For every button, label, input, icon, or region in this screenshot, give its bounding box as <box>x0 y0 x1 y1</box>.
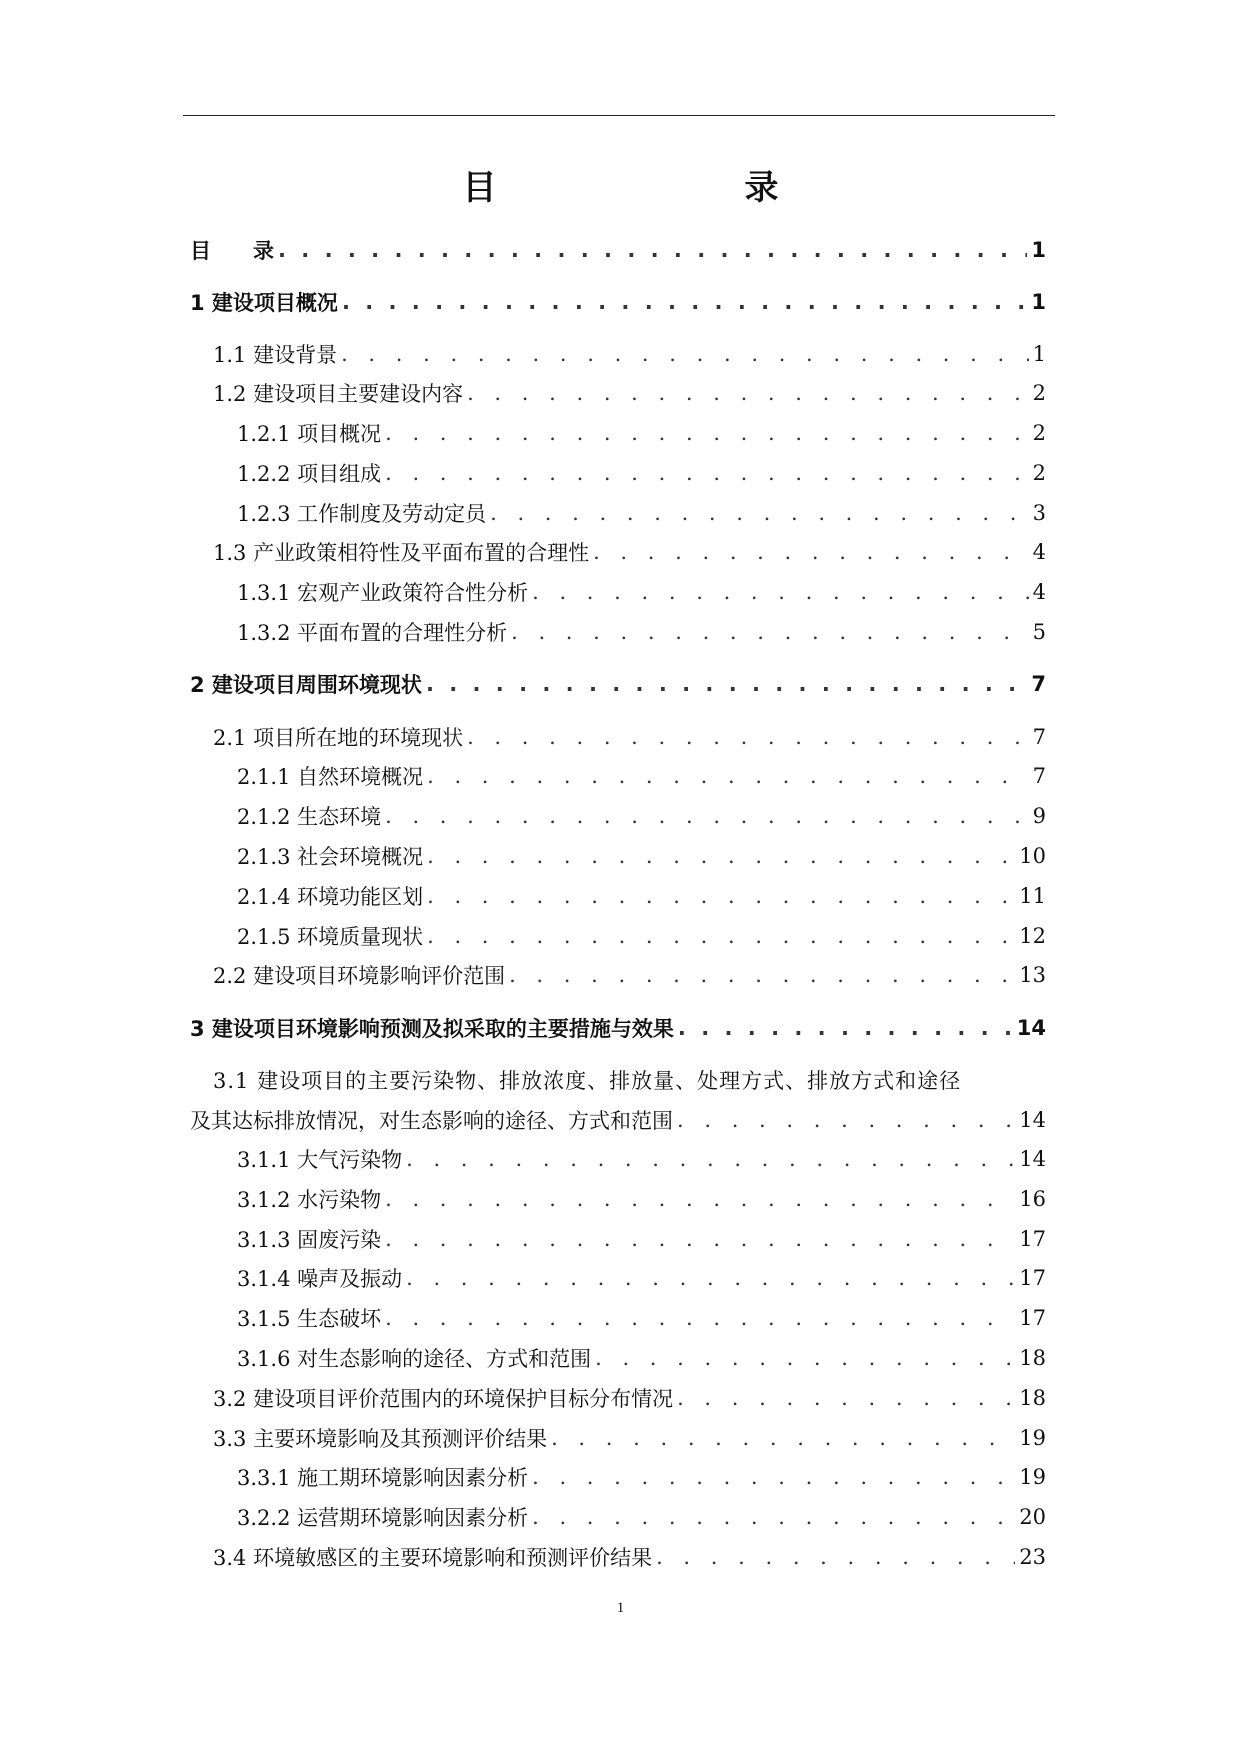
toc-entry-page: 19 <box>1019 1465 1046 1489</box>
toc-leader-dots <box>677 1386 1015 1410</box>
toc-entry-page: 1 <box>1031 238 1046 262</box>
toc-entry-wrapped[interactable] <box>213 1063 1046 1097</box>
toc-entry[interactable] <box>237 919 1046 953</box>
toc-entry[interactable] <box>213 337 1046 371</box>
toc-entry-page: 5 <box>1032 620 1046 644</box>
toc-entry-page: 19 <box>1019 1426 1046 1450</box>
toc-entry[interactable] <box>213 1381 1046 1415</box>
toc-entry-label: 1.2.1 项目概况 <box>237 422 382 446</box>
toc-entry-page: 1 <box>1031 290 1046 314</box>
toc-entry-label: 3.2.2 运营期环境影响因素分析 <box>237 1506 529 1530</box>
toc-entry-label: 3.1.3 固废污染 <box>237 1228 382 1252</box>
toc-entry-label: 2 建设项目周围环境现状 <box>190 673 422 697</box>
toc-entry[interactable] <box>237 575 1046 609</box>
toc-entry-page: 12 <box>1019 924 1046 948</box>
toc-entry-page: 7 <box>1032 764 1046 788</box>
page-number: 1 <box>616 1600 625 1616</box>
toc-entry-page: 4 <box>1032 540 1046 564</box>
toc-entry-page: 9 <box>1032 804 1046 828</box>
toc-entry-label: 2.1 项目所在地的环境现状 <box>213 726 464 750</box>
toc-entry-label: 3.1.5 生态破坏 <box>237 1307 382 1331</box>
toc-entry-label: 3.3 主要环境影响及其预测评价结果 <box>213 1427 548 1451</box>
toc-entry-label: 1.3 产业政策相符性及平面布置的合理性 <box>213 541 590 565</box>
toc-entry-label: 3.1.4 噪声及振动 <box>237 1267 403 1291</box>
toc-leader-dots <box>385 461 1029 485</box>
toc-entry-label: 2.1.4 环境功能区划 <box>237 885 424 909</box>
toc-entry-page: 13 <box>1019 963 1046 987</box>
toc-entry[interactable] <box>237 1261 1046 1295</box>
toc-entry-label: 2.1.2 生态环境 <box>237 805 382 829</box>
toc-leader-dots <box>426 672 1027 696</box>
toc-entry-page: 17 <box>1019 1306 1046 1330</box>
toc-entry-label: 2.1.1 自然环境概况 <box>237 765 424 789</box>
toc-entry-page: 2 <box>1032 421 1046 445</box>
toc-entry-page: 7 <box>1032 725 1046 749</box>
toc-leader-dots <box>532 580 1029 604</box>
toc-entry-label: 3.2 建设项目评价范围内的环境保护目标分布情况 <box>213 1387 674 1411</box>
toc-entry-page: 18 <box>1019 1346 1046 1370</box>
toc-entry-page: 16 <box>1019 1187 1046 1211</box>
toc-leader-dots <box>509 963 1015 987</box>
toc-entry-label: 1.2.3 工作制度及劳动定员 <box>237 502 487 526</box>
toc-entry[interactable] <box>237 839 1046 873</box>
toc-entry-page: 2 <box>1032 461 1046 485</box>
toc-leader-dots <box>341 342 1029 366</box>
toc-leader-dots <box>532 1505 1015 1529</box>
toc-entry-label: 3.1 建设项目的主要污染物、排放浓度、排放量、处理方式、排放方式和途径 <box>213 1069 962 1093</box>
toc-leader-dots <box>467 725 1029 749</box>
toc-entry-page: 3 <box>1032 501 1046 525</box>
toc-entry[interactable] <box>213 376 1046 410</box>
toc-leader-dots <box>278 238 1027 262</box>
toc-leader-dots <box>656 1545 1015 1569</box>
toc-entry-label: 目 录 <box>190 239 274 263</box>
toc-entry-page: 2 <box>1032 381 1046 405</box>
toc-entry-label: 1 建设项目概况 <box>190 291 338 315</box>
toc-leader-dots <box>677 1108 1015 1132</box>
toc-entry-label: 3.4 环境敏感区的主要环境影响和预测评价结果 <box>213 1546 653 1570</box>
toc-entry[interactable] <box>213 1421 1046 1455</box>
toc-entry-label: 1.1 建设背景 <box>213 343 338 367</box>
toc-entry-label: 1.2.2 项目组成 <box>237 462 382 486</box>
toc-leader-dots <box>385 804 1029 828</box>
toc-entry[interactable] <box>237 496 1046 530</box>
toc-entry[interactable] <box>237 879 1046 913</box>
toc-leader-dots <box>490 501 1029 525</box>
toc-leader-dots <box>385 421 1029 445</box>
toc-entry[interactable] <box>237 456 1046 490</box>
toc-entry-page: 10 <box>1019 844 1046 868</box>
toc-entry-page: 20 <box>1019 1505 1046 1529</box>
toc-entry-label: 1.2 建设项目主要建设内容 <box>213 382 464 406</box>
toc-entry-page: 23 <box>1019 1545 1046 1569</box>
toc-entry-label: 3.1.1 大气污染物 <box>237 1148 403 1172</box>
toc-entry[interactable] <box>213 535 1046 569</box>
toc-entry[interactable] <box>190 233 1046 267</box>
toc-entry-page: 14 <box>1016 1016 1046 1040</box>
toc-entry-page: 14 <box>1019 1147 1046 1171</box>
toc-entry-label: 3.1.6 对生态影响的途径、方式和范围 <box>237 1347 592 1371</box>
toc-entry[interactable] <box>190 285 1046 319</box>
toc-entry-label: 1.3.1 宏观产业政策符合性分析 <box>237 581 529 605</box>
toc-entry[interactable] <box>213 720 1046 754</box>
toc-entry-label: 及其达标排放情况，对生态影响的途径、方式和范围 <box>190 1109 673 1133</box>
toc-entry-page: 14 <box>1019 1108 1046 1132</box>
toc-entry[interactable] <box>237 1500 1046 1534</box>
toc-leader-dots <box>532 1465 1015 1489</box>
toc-entry[interactable] <box>237 1222 1046 1256</box>
toc-leader-dots <box>427 924 1015 948</box>
toc-leader-dots <box>427 884 1015 908</box>
toc-entry[interactable] <box>237 1142 1046 1176</box>
toc-leader-dots <box>342 290 1027 314</box>
toc-leader-dots <box>385 1187 1015 1211</box>
toc-entry-page: 1 <box>1032 342 1046 366</box>
toc-entry-label: 3.3.1 施工期环境影响因素分析 <box>237 1466 529 1490</box>
toc-entry-label: 3 建设项目环境影响预测及拟采取的主要措施与效果 <box>190 1017 674 1041</box>
toc-entry-page: 17 <box>1019 1227 1046 1251</box>
toc-entry-label: 3.1.2 水污染物 <box>237 1188 382 1212</box>
toc-entry[interactable] <box>237 1341 1046 1375</box>
toc-leader-dots <box>427 764 1029 788</box>
toc-leader-dots <box>551 1426 1015 1450</box>
toc-leader-dots <box>593 540 1029 564</box>
toc-entry-page: 18 <box>1019 1386 1046 1410</box>
toc-entry[interactable] <box>237 1460 1046 1494</box>
toc-entry-label: 2.1.5 环境质量现状 <box>237 925 424 949</box>
toc-leader-dots <box>427 844 1015 868</box>
toc-entry-label: 2.2 建设项目环境影响评价范围 <box>213 964 506 988</box>
toc-entry[interactable] <box>237 759 1046 793</box>
toc-entry-page: 17 <box>1019 1266 1046 1290</box>
toc-entry[interactable] <box>190 1011 1046 1045</box>
toc-entry[interactable] <box>190 1103 1046 1137</box>
toc-entry-label: 1.3.2 平面布置的合理性分析 <box>237 621 508 645</box>
toc-leader-dots <box>406 1266 1015 1290</box>
toc-entry[interactable] <box>237 799 1046 833</box>
toc-leader-dots <box>385 1227 1015 1251</box>
toc-entry-label: 2.1.3 社会环境概况 <box>237 845 424 869</box>
toc-leader-dots <box>385 1306 1015 1330</box>
toc-entry-page: 7 <box>1031 672 1046 696</box>
toc-leader-dots <box>406 1147 1015 1171</box>
toc-leader-dots <box>595 1346 1015 1370</box>
page-title: 目 录 <box>462 168 839 208</box>
toc-entry-page: 4 <box>1032 580 1046 604</box>
toc-entry[interactable] <box>237 615 1046 649</box>
toc-entry[interactable] <box>237 416 1046 450</box>
toc-leader-dots <box>467 381 1029 405</box>
toc-entry[interactable] <box>213 1540 1046 1574</box>
toc-entry[interactable] <box>213 958 1046 992</box>
toc-entry-page: 11 <box>1019 884 1046 908</box>
toc-entry[interactable] <box>190 667 1046 701</box>
toc-leader-dots <box>511 620 1029 644</box>
toc-entry[interactable] <box>237 1182 1046 1216</box>
toc-entry[interactable] <box>237 1301 1046 1335</box>
toc-leader-dots <box>678 1016 1013 1040</box>
